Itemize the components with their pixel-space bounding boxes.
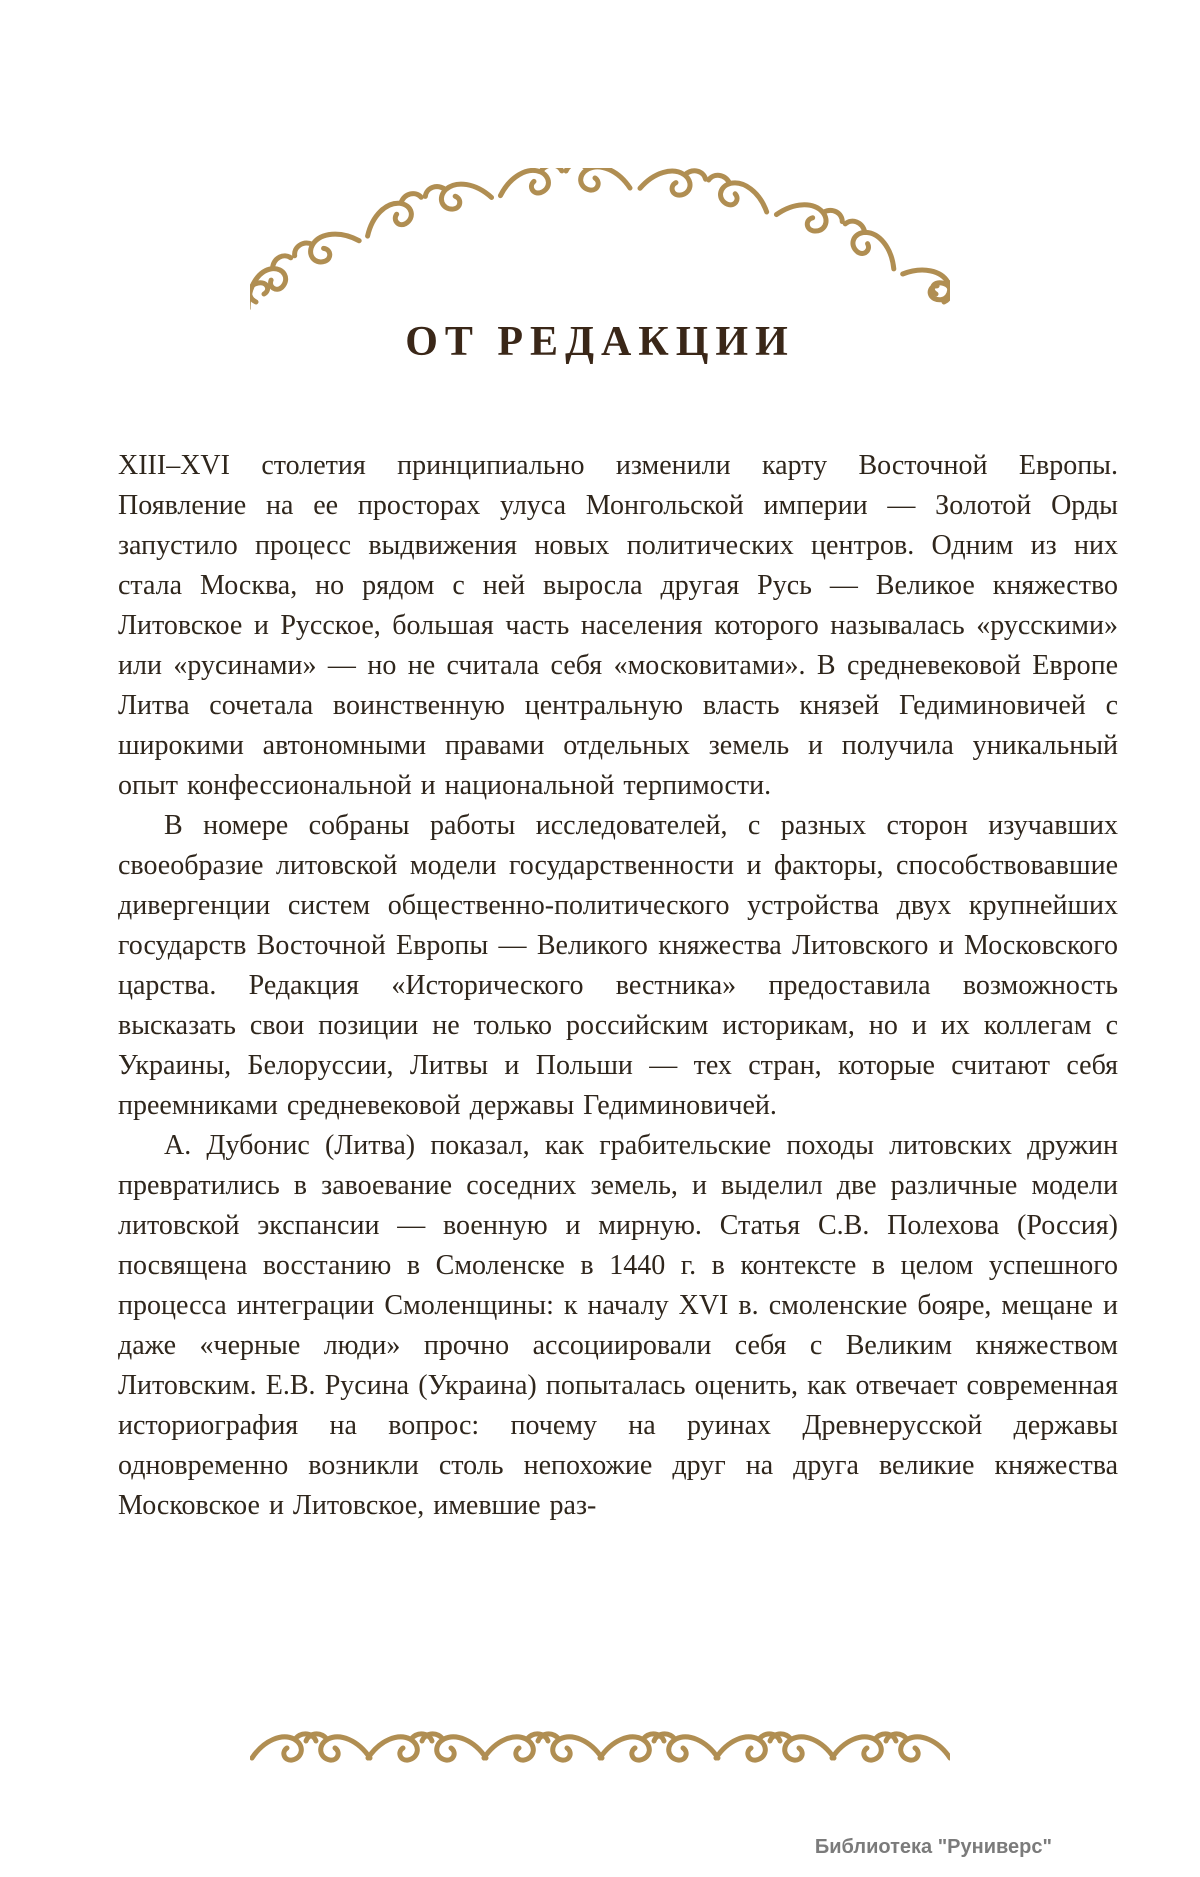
paragraph-2: В номере собраны работы исследователей, с разных сторон изучавших своеобразие литовской модели государственности и факторы, способствовавшие дивергенции систем общественно-политического устройства двух крупнейших государств Восточной Европы — Великого княжества Литовского и Московского царства. Редакция «Исторического вестника» предоставила возможность высказать свои позиции не только российским историкам, но и их коллегам с Украины, Белоруссии, Литвы и Польши — тех стран, которые считают себя преемниками средневековой державы Гедиминовичей. [118,810,1118,1121]
body-text [118,446,1118,1526]
page-title: ОТ РЕДАКЦИИ [405,319,795,365]
library-watermark: Библиотека "Руниверс" [814,1836,1052,1858]
top-ornament-arc-icon [250,168,950,328]
paragraph-1: XIII–XVI столетия принципиально изменили карту Восточной Европы. Появление на ее просторах улуса Монгольской империи — Золотой Орды запустило процесс выдвижения новых политических центров. Одним из них стала Москва, но рядом с ней выросла другая Русь — Великое княжество Литовское и Русское, большая часть населения которого называлась «русскими» или «русинами» — но не считала себя «московитами». В средневековой Европе Литва сочетала воинственную центральную власть князей Гедиминовичей с широкими автономными правами отдельных земель и получила уникальный опыт конфессиональной и национальной терпимости. [118,450,1118,801]
paragraph-3: А. Дубонис (Литва) показал, как грабительские походы литовских дружин превратились в завоевание соседних земель, и выделил две различные модели литовской экспансии — военную и мирную. Статья С.В. Полехова (Россия) посвящена восстанию в Смоленске в 1440 г. в контексте в целом успешного процесса интеграции Смоленщины: к началу XVI в. смоленские бояре, мещане и даже «черные люди» прочно ассоциировали себя с Великим княжеством Литовским. Е.В. Русина (Украина) попыталась оценить, как отвечает современная историография на вопрос: почему на руинах Древнерусской державы одновременно возникли столь непохожие друг на друга великие княжества Московское и Литовское, имевшие раз- [118,1130,1118,1521]
bottom-ornament-band-icon [250,1722,950,1774]
